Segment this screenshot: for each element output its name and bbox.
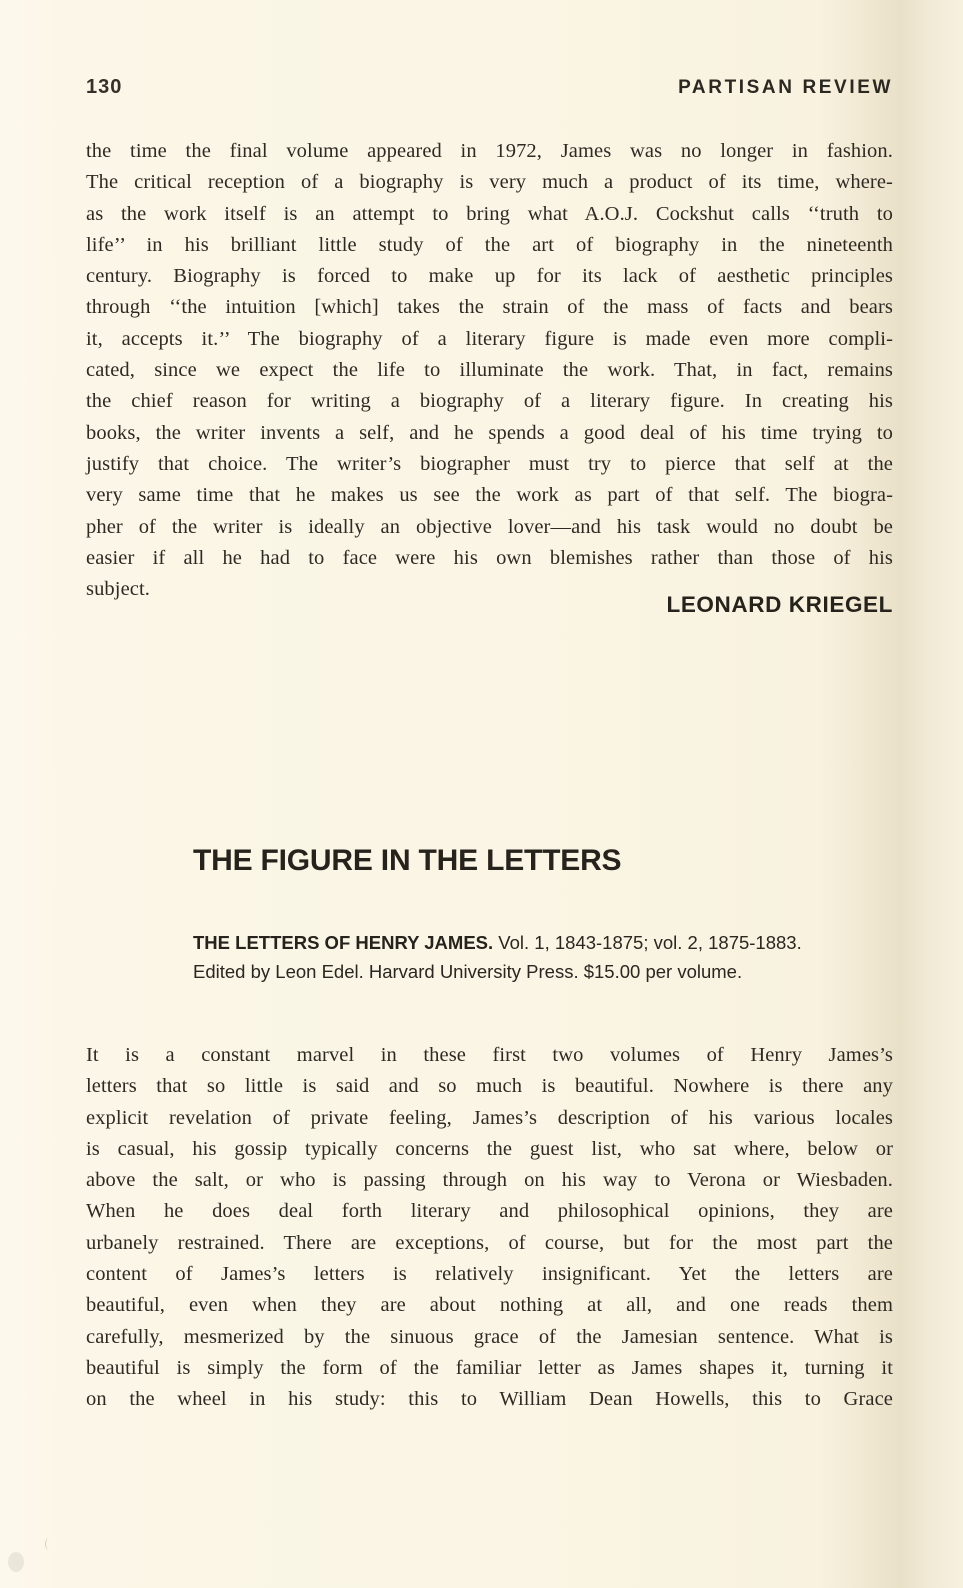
text-line: is casual, his gossip typically concerns the guest list, who sat where, below or [86,1137,893,1160]
citation-book-title: THE LETTERS OF HENRY JAMES. [193,932,494,953]
text-line: through ‘‘the intuition [which] takes the strain of the mass of facts and bears [86,296,893,319]
text-line: When he does deal forth literary and philosophical opinions, they are [86,1200,893,1223]
text-line: century. Biography is forced to make up for its lack of aesthetic principles [86,265,893,288]
text-line: urbanely restrained. There are exceptions, of course, but for the most part the [86,1231,893,1254]
text-line: on the wheel in his study: this to William Dean Howells, this to Grace [86,1388,893,1411]
text-line: beautiful is simply the form of the familiar letter as James shapes it, turning it [86,1356,893,1379]
text-line: beautiful, even when they are about nothing at all, and one reads them [86,1294,893,1317]
text-line: justify that choice. The writer’s biographer must try to pierce that self at the [86,452,893,475]
text-line: pher of the writer is ideally an objective lover—and his task would no doubt be [86,515,893,538]
text-line: life’’ in his brilliant little study of the art of biography in the nineteenth [86,233,893,256]
scan-mark [45,1538,53,1550]
citation-volumes: Vol. 1, 1843-1875; vol. 2, 1875-1883. [493,932,802,953]
text-line: as the work itself is an attempt to bring what A.O.J. Cockshut calls ‘‘truth to [86,202,893,225]
essay-byline: LEONARD KRIEGEL [666,592,893,617]
text-line: content of James’s letters is relatively insignificant. Yet the letters are [86,1263,893,1286]
journal-title: PARTISAN REVIEW [678,77,893,98]
essay-final-paragraph [86,136,893,605]
citation-line2: Edited by Leon Edel. Harvard University Press. $15.00 per volume. [193,961,743,982]
page-number: 130 [86,76,123,98]
text-line: It is a constant marvel in these first two volumes of Henry James’s [86,1044,893,1066]
text-line: above the salt, or who is passing through on his way to Verona or Wiesbaden. [86,1169,893,1192]
text-line: The critical reception of a biography is very much a product of its time, where- [86,171,893,194]
text-line: very same time that he makes us see the work as part of that self. The biogra- [86,484,893,507]
text-line: carefully, mesmerized by the sinuous grace of the Jamesian sentence. What is [86,1325,893,1348]
text-line: the time the final volume appeared in 1972, James was no longer in fashion. [86,140,893,162]
book-citation [193,928,833,986]
text-line: letters that so little is said and so much is beautiful. Nowhere is there any [86,1075,893,1098]
text-line: explicit revelation of private feeling, James’s description of his various locales [86,1106,893,1129]
page-header [86,76,893,99]
text-line: the chief reason for writing a biography of a literary figure. In creating his [86,390,893,413]
text-line: subject. [86,578,150,601]
citation-line1 [193,928,833,957]
text-line: it, accepts it.’’ The biography of a literary figure is made even more compli- [86,327,893,350]
text-line: books, the writer invents a self, and he spends a good deal of his time trying to [86,421,893,444]
review-opening-paragraph [86,1040,893,1416]
scan-speck [8,1552,24,1572]
review-title: THE FIGURE IN THE LETTERS [193,844,622,877]
text-line: cated, since we expect the life to illuminate the work. That, in fact, remains [86,359,893,382]
text-line: easier if all he had to face were his own blemishes rather than those of his [86,546,893,569]
